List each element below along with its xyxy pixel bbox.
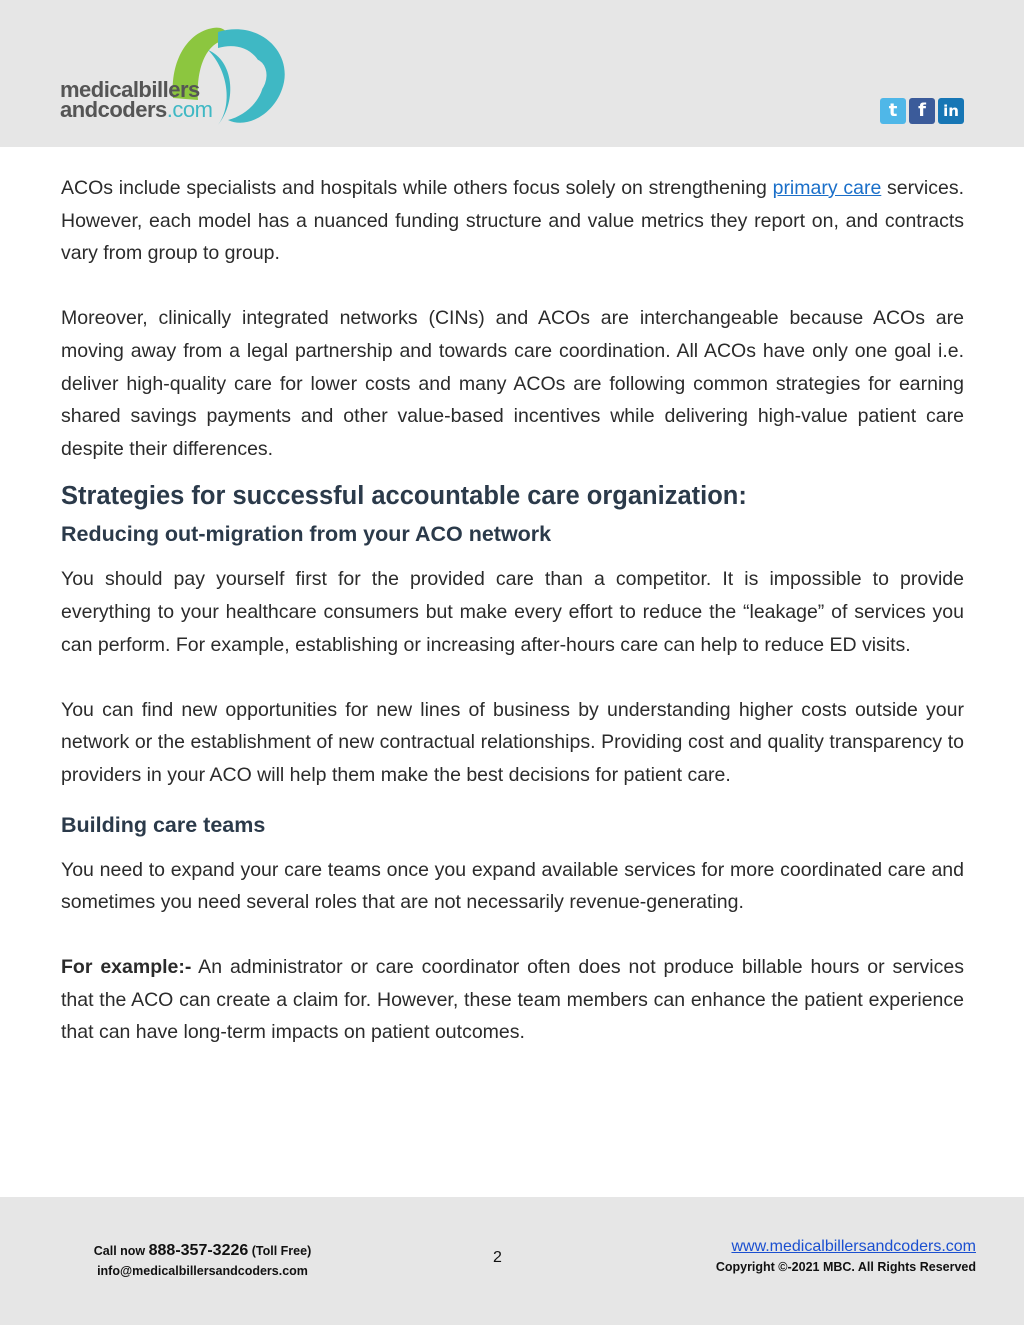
footer-email[interactable]: info@medicalbillersandcoders.com [97, 1264, 308, 1278]
paragraph-1: ACOs include specialists and hospitals while others focus solely on strengthening primary care services. However, each model has a nuanced funding structure and value metrics they report on, and contracts vary from group to group. [61, 177, 964, 265]
paragraph-5: You need to expand your care teams once you expand available services for more coordinated care and sometimes you need several roles that are not necessarily revenue-generating. [61, 858, 964, 914]
twitter-icon[interactable]: t [880, 98, 906, 124]
for-example-label: For example:- [61, 956, 192, 979]
section-heading: Strategies for successful accountable care organization: [61, 482, 747, 511]
paragraph-6: For example:- An administrator or care coordinator often does not produce billable hours or services that the ACO can create a claim for. However, these team members can enhance the patient experience that can have long-term impacts on patient outcomes. [61, 956, 964, 1044]
paragraph-3: You should pay yourself first for the provided care than a competitor. It is impossible to provide everything to your healthcare consumers but make every effort to reduce the “leakage” of services you can perform. For example, establishing or increasing after-hours care can help to reduce ED visits. [61, 568, 964, 656]
page-footer [0, 1197, 1024, 1325]
facebook-icon[interactable]: f [909, 98, 935, 124]
paragraph-2: Moreover, clinically integrated networks (CINs) and ACOs are interchangeable because ACOs are moving away from a legal partnership and towards care coordination. All ACOs have only one goal i.e. deliver high-quality care for lower costs and many ACOs are following common strategies for earning shared savings payments and other value-based incentives while delivering high-value patient care despite their differences. [61, 307, 964, 460]
primary-care-link[interactable]: primary care [772, 177, 882, 199]
website-link[interactable]: www.medicalbillersandcoders.com [731, 1238, 976, 1255]
paragraph-4: You can find new opportunities for new lines of business by understanding higher costs outside your network or the establishment of new contractual relationships. Providing cost and quality transparency to providers in your ACO will help them make the best decisions for patient care. [61, 698, 964, 786]
social-icons [880, 98, 964, 124]
footer-contact: Call now 888-357-3226 (Toll Free) info@medicalbillersandcoders.com [80, 1241, 325, 1281]
phone-number[interactable]: 888-357-3226 [148, 1242, 249, 1259]
logo-line-1: medicalbillers [60, 77, 200, 102]
logo-text [60, 77, 213, 122]
subheading-reducing-out-migration: Reducing out-migration from your ACO network [61, 522, 552, 547]
logo-line-2: andcoders.com [60, 97, 213, 122]
document-body [61, 172, 964, 1049]
linkedin-icon[interactable]: in [938, 98, 964, 124]
copyright-text: Copyright ©-2021 MBC. All Rights Reserved [715, 1260, 976, 1274]
page-header [0, 0, 1024, 147]
page-number: 2 [493, 1249, 502, 1266]
subheading-building-care-teams: Building care teams [61, 812, 266, 837]
company-logo[interactable] [58, 20, 298, 132]
footer-site [716, 1237, 976, 1277]
